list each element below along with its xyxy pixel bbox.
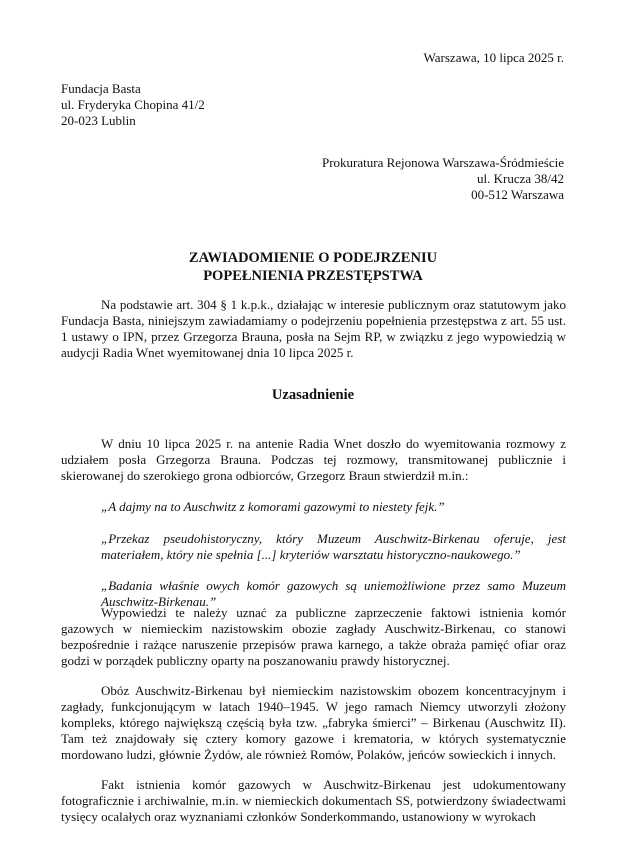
recipient-address <box>322 155 564 203</box>
recipient-street: ul. Krucza 38/42 <box>476 171 564 186</box>
recipient-name: Prokuratura Rejonowa Warszawa-Śródmieście <box>321 155 564 170</box>
sender-name: Fundacja Basta <box>61 81 141 96</box>
paragraph-3: Obóz Auschwitz-Birkenau był niemieckim nazistowskim obozem koncentracyjnym i zagłady, funkcjonującym w latach 1940–1945. W jego ramach Niemcy utworzyli złożony kompleks, którego największą częścią była tzw. „fabryka śmierci” – Birkenau (Auschwitz II). Tam też znajdowały się cztery komory gazowe i krematoria, w których systematycznie mordowano ludzi, głównie Żydów, ale również Romów, Polaków, jeńców sowieckich i innych. <box>61 683 566 762</box>
quote-2: „Przekaz pseudohistoryczny, który Muzeum Auschwitz-Birkenau oferuje, jest materiałem, który nie spełnia [...] kryteriów warsztatu historyczno-naukowego.” <box>101 531 566 562</box>
sender-street: ul. Fryderyka Chopina 41/2 <box>61 97 205 112</box>
title-line-1: ZAWIADOMIENIE O PODEJRZENIU <box>188 250 438 266</box>
title-line-2: POPEŁNIENIA PRZESTĘPSTWA <box>203 268 423 284</box>
intro-paragraph: Na podstawie art. 304 § 1 k.p.k., działając w interesie publicznym oraz statutowym jako Fundacja Basta, niniejszym zawiadamiamy o podejrzeniu popełnienia przestępstwa z art. 55 ust. 1 ustawy o IPN, przez Grzegorza Brauna, posła na Sejm RP, w związku z jego wypowiedzią w audycji Radia Wnet wyemitowanej dnia 10 lipca 2025 r. <box>61 297 566 360</box>
quote-1: „A dajmy na to Auschwitz z komorami gazowymi to niestety fejk.” <box>101 499 445 514</box>
sender-address <box>61 81 205 129</box>
sender-city: 20-023 Lublin <box>61 113 136 128</box>
paragraph-4: Fakt istnienia komór gazowych w Auschwitz-Birkenau jest udokumentowany fotograficznie i archiwalnie, m.in. w niemieckich dokumentach SS, potwierdzony świadectwami tysięcy ocalałych oraz wyznaniami członków Sonderkommando, ustanowiony w wyrokach <box>61 777 566 824</box>
document-title <box>0 249 626 285</box>
section-title: Uzasadnienie <box>271 387 355 403</box>
paragraph-2: Wypowiedzi te należy uznać za publiczne zaprzeczenie faktowi istnienia komór gazowych w niemieckim nazistowskim obozie zagłady Auschwitz-Birkenau, co stanowi bezpośrednie i rażące naruszenie przepisów prawa karnego, a także obraża pamięć ofiar oraz godzi w porządek publiczny oparty na poszanowaniu prawdy historycznej. <box>61 605 566 668</box>
paragraph-1: W dniu 10 lipca 2025 r. na antenie Radia Wnet doszło do wyemitowania rozmowy z udziałem posła Grzegorza Brauna. Podczas tej rozmowy, transmitowanej publicznie i skierowanej do szerokiego grona odbiorców, Grzegorz Braun stwierdził m.in.: <box>61 436 566 483</box>
letter-date: Warszawa, 10 lipca 2025 r. <box>423 50 564 65</box>
quote-3: „Badania właśnie owych komór gazowych są uniemożliwione przez samo Muzeum Auschwitz-Birkenau.” <box>101 578 566 609</box>
recipient-city: 00-512 Warszawa <box>471 187 564 202</box>
